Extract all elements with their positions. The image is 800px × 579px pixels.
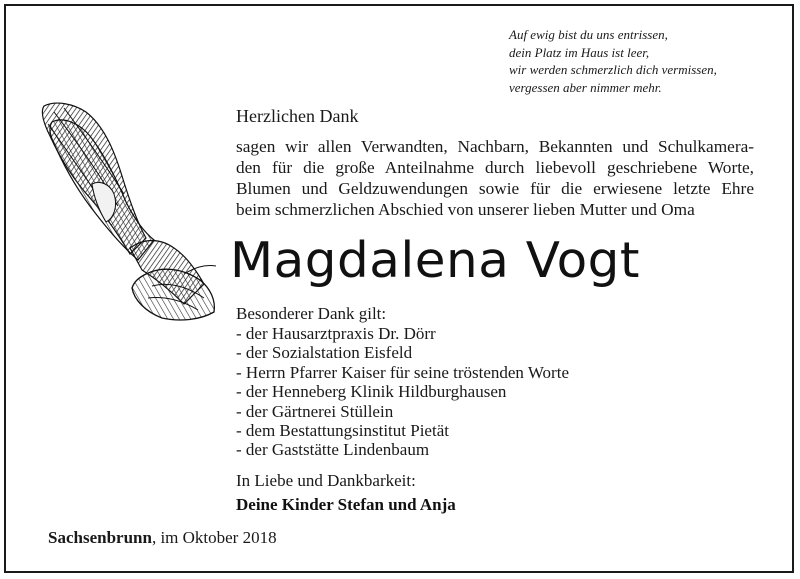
list-item: - der Gärtnerei Stüllein [236,401,394,421]
list-item: - der Gaststätte Lindenbaum [236,440,430,460]
thanks-line: beim schmerzlichen Abschied von unserer lieben Mutter und Oma [236,200,695,219]
thanks-text [236,136,754,220]
closing-line: In Liebe und Dankbarkeit: [236,471,416,490]
list-item: - Herrn Pfarrer Kaiser für seine tröstenden Worte [236,362,569,382]
place-date [48,528,277,548]
deceased-name: Magdalena Vogt [230,232,641,289]
list-item: - der Henneberg Klinik Hildburghausen [236,382,507,402]
place-name: Sachsenbrunn [48,528,152,547]
special-thanks-list [236,324,569,460]
thanks-line: Blumen und Geldzuwendungen sowie für die erwiesene letzte Ehre [236,179,754,198]
thanks-line: den für die große Anteilnahme durch liebevoll geschriebene Worte, [236,158,754,177]
thanks-line: sagen wir allen Verwandten, Nachbarn, Bekannten und Schulkamera- [236,137,754,156]
praying-hands-icon [34,98,218,324]
poem-line: Auf ewig bist du uns entrissen, [509,27,668,42]
poem-line: vergessen aber nimmer mehr. [509,79,662,95]
list-item: - dem Bestattungsinstitut Pietät [236,421,449,441]
date-text: , im Oktober 2018 [151,528,277,547]
poem [509,26,789,96]
poem-line: dein Platz im Haus ist leer, [509,44,650,60]
thanks-heading: Herzlichen Dank [236,106,359,126]
poem-line: wir werden schmerzlich dich vermissen, [509,62,717,77]
list-item: - der Hausarztpraxis Dr. Dörr [236,324,436,343]
signature: Deine Kinder Stefan und Anja [236,495,456,514]
list-item: - der Sozialstation Eisfeld [236,343,413,363]
special-thanks-title: Besonderer Dank gilt: [236,304,387,323]
